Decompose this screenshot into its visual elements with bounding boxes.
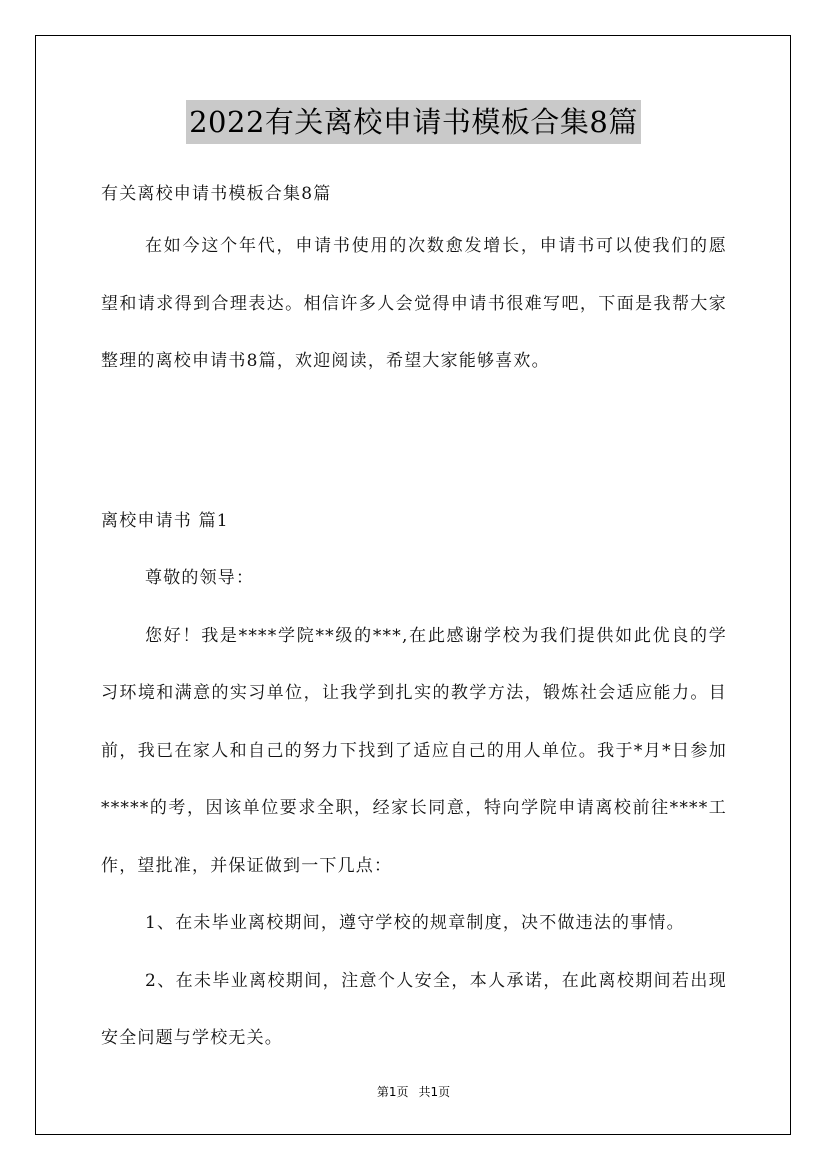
body-paragraph: 您好！我是****学院**级的***,在此感谢学校为我们提供如此优良的学习环境和满意的实习单位，让我学到扎实的教学方法，锻炼社会适应能力。目前，我已在家人和自己的努力下找到了适应自己的用人单位。我于*月*日参加*****的考，因该单位要求全职，经家长同意，特向学院申请离校前往****工作，望批准，并保证做到一下几点： [101,625,727,876]
intro-section [101,218,727,391]
page-footer [0,1083,827,1100]
pledge-item: 1、在未毕业离校期间，遵守学校的规章制度，决不做违法的事情。 [145,913,685,933]
page-number: 第1页 [376,1085,409,1099]
document-subtitle: 有关离校申请书模板合集8篇 [101,184,332,204]
pledge-item: 2、在未毕业离校期间，注意个人安全，本人承诺，在此离校期间若出现安全问题与学校无关。 [101,970,727,1048]
page-count: 共1页 [418,1085,451,1099]
intro-paragraph: 在如今这个年代，申请书使用的次数愈发增长，申请书可以使我们的愿望和请求得到合理表达。相信许多人会觉得申请书很难写吧，下面是我帮大家整理的离校申请书8篇，欢迎阅读，希望大家能够喜欢。 [101,236,727,371]
salutation: 尊敬的领导： [145,568,255,588]
title-container [0,100,827,144]
letter-body [101,550,727,1068]
document-title: 2022有关离校申请书模板合集8篇 [186,100,641,144]
section-heading: 离校申请书 篇1 [101,511,229,531]
